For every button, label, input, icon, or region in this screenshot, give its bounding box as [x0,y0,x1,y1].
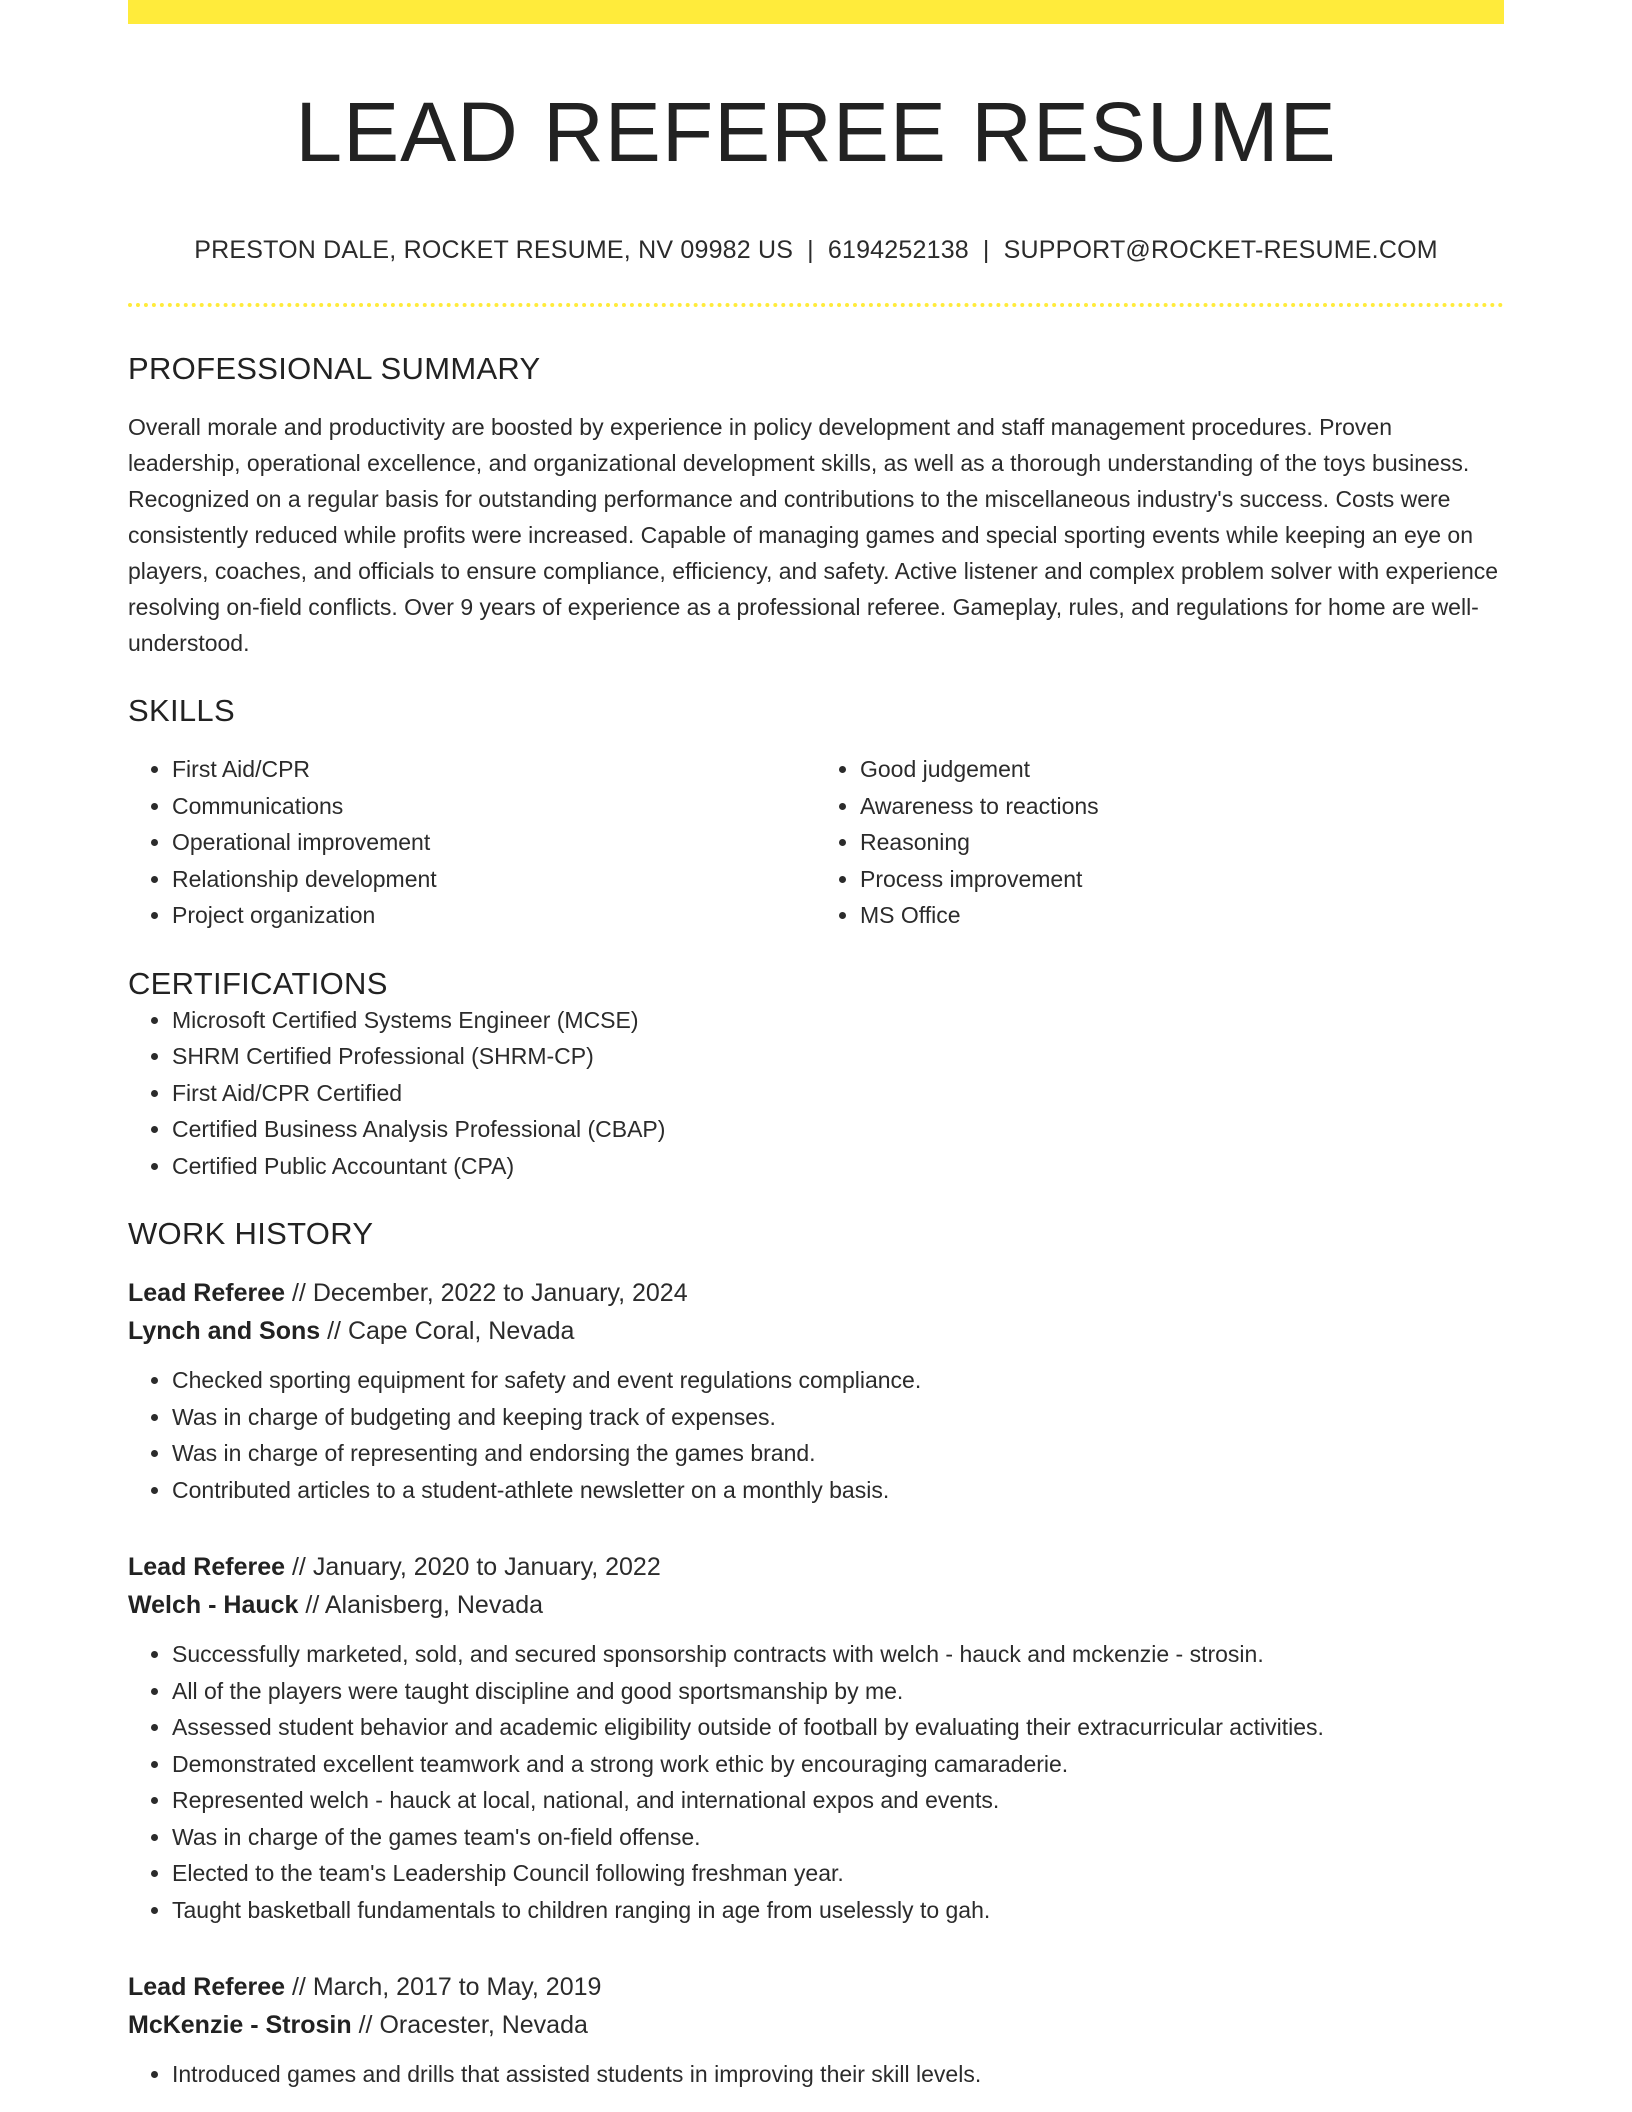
job-company-line [128,2006,1504,2044]
certification-item: • Microsoft Certified Systems Engineer (MCSE) [172,1002,1504,1039]
job-company: McKenzie - Strosin [128,2011,352,2040]
job-title-line [128,1548,1504,1586]
certification-item: • Certified Public Accountant (CPA) [172,1148,1504,1185]
skill-item: • Project organization [172,897,816,934]
skills-heading: SKILLS [128,693,235,729]
job-dates: // December, 2022 to January, 2024 [285,1279,688,1308]
contact-separator: | [807,236,814,265]
job-company: Lynch and Sons [128,1317,321,1346]
job-bullet: • Assessed student behavior and academic eligibility outside of football by evaluating their extracurricular activities. [172,1709,1504,1746]
resume-page [128,0,1504,2093]
job-bullet: • All of the players were taught discipline and good sportsmanship by me. [172,1673,1504,1710]
skill-item: • Process improvement [860,861,1504,898]
skills-list-left [128,751,816,934]
skill-item: • Reasoning [860,824,1504,861]
job-bullets [128,1636,1504,1928]
job-bullet: • Demonstrated excellent teamwork and a strong work ethic by encouraging camaraderie. [172,1746,1504,1783]
job-dates: // January, 2020 to January, 2022 [285,1553,661,1582]
job-company: Welch - Hauck [128,1591,299,1620]
top-accent-bar [128,0,1504,24]
skill-item: • Relationship development [172,861,816,898]
job-bullets [128,1362,1504,1508]
job-title-line [128,1968,1504,2006]
contact-phone: 6194252138 [827,236,969,265]
job-bullet: • Was in charge of representing and endorsing the games brand. [172,1435,1504,1472]
job-title: Lead Referee [128,1973,286,2002]
certifications-list [128,1002,1504,1185]
contact-address: PRESTON DALE, ROCKET RESUME, NV 09982 US [194,236,794,265]
job-bullet: • Taught basketball fundamentals to children ranging in age from uselessly to gah. [172,1892,1504,1929]
summary-heading: PROFESSIONAL SUMMARY [128,351,541,387]
skills-list-right [816,751,1504,934]
work-history-heading: WORK HISTORY [128,1216,374,1252]
job-title-line [128,1274,1504,1312]
certifications-heading: CERTIFICATIONS [128,965,388,1001]
job-location: // Oracester, Nevada [351,2011,588,2040]
job-dates: // March, 2017 to May, 2019 [285,1973,602,2002]
job-bullet: • Checked sporting equipment for safety and event regulations compliance. [172,1362,1504,1399]
job-bullet: • Contributed articles to a student-athlete newsletter on a monthly basis. [172,1472,1504,1509]
job-entry [128,1968,1504,2093]
skill-item: • MS Office [860,897,1504,934]
dotted-divider [128,303,1504,307]
certification-item: • Certified Business Analysis Professional (CBAP) [172,1111,1504,1148]
job-entry [128,1548,1504,1928]
job-bullet: • Elected to the team's Leadership Council following freshman year. [172,1855,1504,1892]
contact-email: SUPPORT@ROCKET-RESUME.COM [1003,236,1438,265]
summary-text: Overall morale and productivity are boosted by experience in policy development and staff management procedures. Proven leadership, operational excellence, and organizational development skills, as well as a thorough understanding of the toys business. Recognized on a regular basis for outstanding performance and contributions to the miscellaneous industry's success. Costs were consistently reduced while profits were increased. Capable of managing games and special sporting events while keeping an eye on players, coaches, and officials to ensure compliance, efficiency, and safety. Active listener and complex problem solver with experience resolving on-field conflicts. Over 9 years of experience as a professional referee. Gameplay, rules, and regulations for home are well-understood. [128,414,1499,657]
resume-title: LEAD REFEREE RESUME [295,85,1337,179]
job-entry [128,1274,1504,1508]
skill-item: • First Aid/CPR [172,751,816,788]
job-bullet: • Represented welch - hauck at local, national, and international expos and events. [172,1782,1504,1819]
job-bullet: • Was in charge of the games team's on-field offense. [172,1819,1504,1856]
skill-item: • Good judgement [860,751,1504,788]
certification-item: • First Aid/CPR Certified [172,1075,1504,1112]
skills-columns [128,751,1504,934]
job-bullet: • Introduced games and drills that assisted students in improving their skill levels. [172,2056,1504,2093]
skill-item: • Communications [172,788,816,825]
job-company-line [128,1586,1504,1624]
job-title: Lead Referee [128,1553,286,1582]
job-bullet: • Was in charge of budgeting and keeping track of expenses. [172,1399,1504,1436]
skill-item: • Awareness to reactions [860,788,1504,825]
job-bullets [128,2056,1504,2093]
certification-item: • SHRM Certified Professional (SHRM-CP) [172,1038,1504,1075]
job-location: // Cape Coral, Nevada [320,1317,575,1346]
job-location: // Alanisberg, Nevada [298,1591,544,1620]
job-title: Lead Referee [128,1279,286,1308]
contact-line [128,236,1504,265]
job-company-line [128,1312,1504,1350]
job-bullet: • Successfully marketed, sold, and secured sponsorship contracts with welch - hauck and mckenzie - strosin. [172,1636,1504,1673]
contact-separator: | [982,236,990,265]
skill-item: • Operational improvement [172,824,816,861]
